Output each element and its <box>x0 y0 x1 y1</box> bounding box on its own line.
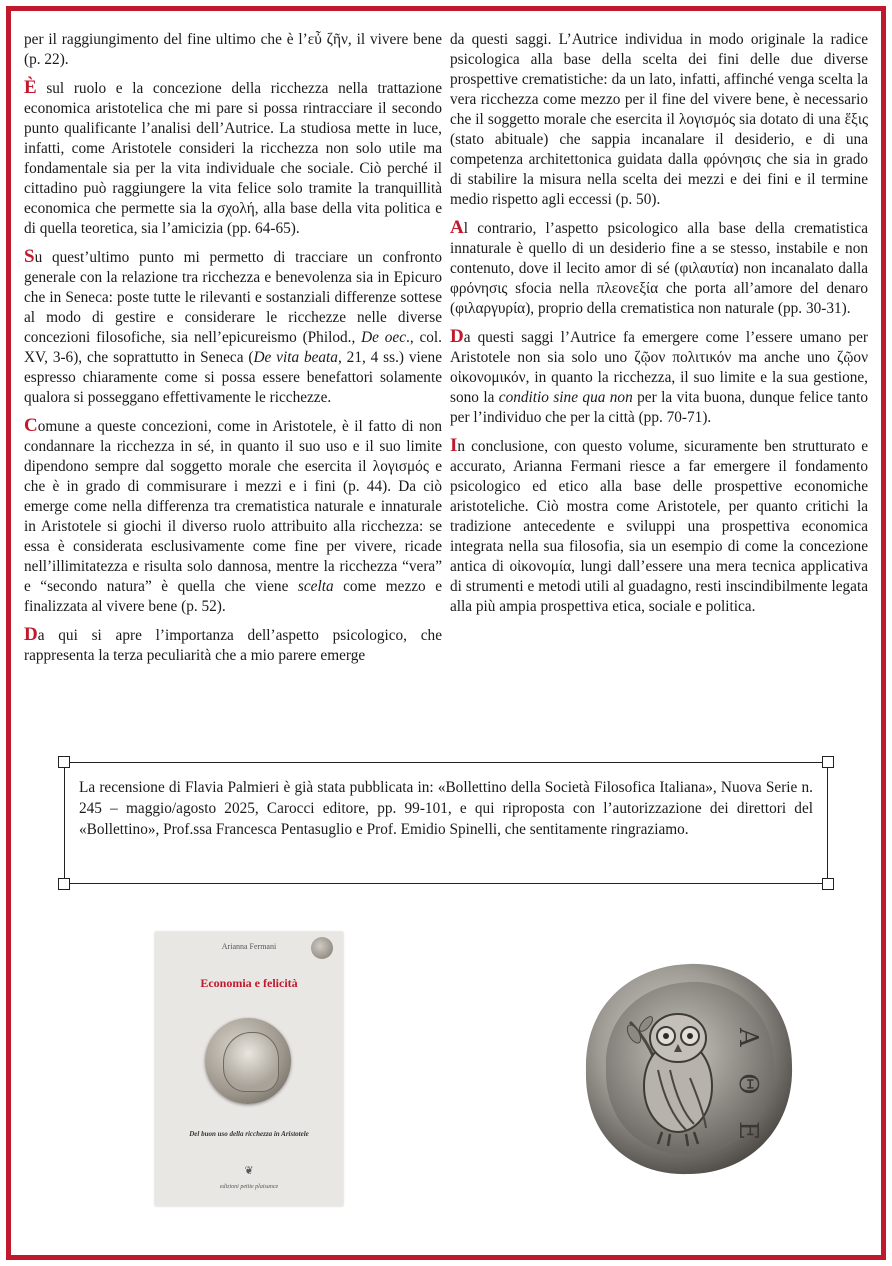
left-column <box>24 30 442 745</box>
corner-ornament <box>58 878 70 890</box>
paragraph-saggi: Da questi saggi l’Autrice fa emergere come l’essere umano per Aristotele non sia solo uno ζῷον πολιτικόν ma anche uno ζῷον οἰκονομικόν, in quanto la ricchezza, il suo limite e la sua gestione, sono la conditio sine qua non per la vita buona, dunque felice tanto per l’individuo che per la città (pp. 70-71). <box>450 326 868 426</box>
owl-coin-image <box>578 958 800 1180</box>
publication-notice-box <box>64 762 828 884</box>
drop-cap: I <box>450 435 458 456</box>
drop-cap: D <box>450 326 464 347</box>
book-title: Economia e felicità <box>200 976 298 990</box>
drop-cap: D <box>24 624 38 645</box>
paragraph-continuation: per il raggiungimento del fine ultimo che è l’εὖ ζῆν, il vivere bene (p. 22). <box>24 31 442 68</box>
corner-ornament <box>58 756 70 768</box>
coin-inscription: ΑΘΕ <box>733 1028 763 1140</box>
small-coin-icon <box>311 937 333 959</box>
right-column <box>450 30 868 745</box>
drop-cap: C <box>24 415 38 436</box>
athena-helmet-icon <box>223 1032 279 1092</box>
book-cover-image <box>155 932 343 1206</box>
paragraph-conclusione: In conclusione, con questo volume, sicuramente ben strutturato e accurato, Arianna Fermani riesce a far emergere il fondamento psicologico ed etico alla base delle prospettive economiche aristoteliche. Ciò mostra come Aristotele, per quanto critichi la tradizione antecedente e sviluppi una prospettiva economica integrata nella sua filosofia, sia un esempio di come la concezione antica di οἰκονομία, lungi dall’essere una mera tecnica applicativa di strumenti e metodi utili al guadagno, resti inscindibilmente legata alla più ampia prospettiva etica, sociale e politica. <box>450 435 868 615</box>
paragraph-radice: da questi saggi. L’Autrice individua in modo originale la radice psicologica alla base della scelta dei fini delle due diverse prospettive crematistiche: da un lato, infatti, affinché venga scelta la vera ricchezza come mezzo per il fine del vivere bene, è necessario che il soggetto morale che esercita il λογισμός sia dotato di una ἕξις (stato abituale) che sappia incanalare il desiderio, e di una competenza architettonica guidata dalla φρόνησις che sia in grado di stabilire la misura nella scelta dei mezzi e dei fini e il termine medio rispetto agli eccessi (p. 50). <box>450 31 868 208</box>
article-columns <box>24 30 868 745</box>
paragraph-comune: Comune a queste concezioni, come in Aristotele, è il fatto di non condannare la ricchezza in sé, in quanto il suo uso e il suo limite dipendono sempre dal soggetto morale che esercita il λογισμός e che è in grado di commisurare i mezzi e i fini (p. 44). Da ciò emerge come nella differenza tra crematistica naturale e innaturale in Aristotele si giochi il diverso ruolo attribuito alla ricchezza: se essa è considerata esclusivamente come fine per vivere, ricade nell’illimitatezza e risulta solo dannosa, mentre la ricchezza “vera” e “secondo natura” è quella che viene scelta come mezzo e finalizzata al vivere bene (p. 52). <box>24 415 442 615</box>
publisher-logo-icon: ❦ <box>244 1165 254 1177</box>
paragraph-ricchezza: È sul ruolo e la concezione della ricchezza nella trattazione economica aristotelica che mi pare si possa rintracciare il secondo punto qualificante l’analisi dell’Autrice. La studiosa mette in luce, infatti, come Aristotele consideri la ricchezza non solo utile ma fondamentale sia per la vita individuale che sociale. Ciò perché il cittadino può raggiungere la vita felice solo tramite la tranquillità economica che permette sia la σχολή, alla base della vita politica e di quella teoretica, sia l’amicizia (pp. 64-65). <box>24 77 442 237</box>
drop-cap: S <box>24 246 35 267</box>
paragraph-confronto: Su quest’ultimo punto mi permetto di tracciare un confronto generale con la relazione tra ricchezza e benevolenza sia in Epicuro che in Seneca: poste tutte le rilevanti e sostanziali differenze sottese al modo di gestire e considerare le ricchezze nelle diverse concezioni filosofiche, sia nell’epicureismo (Philod., De oec., col. XV, 3-6), che soprattutto in Seneca (De vita beata, 21, 4 ss.) viene espresso chiaramente come si possa essere benefattori solamente qualora si posseggano effettivamente le ricchezze. <box>24 246 442 406</box>
corner-ornament <box>822 878 834 890</box>
publication-notice-text: La recensione di Flavia Palmieri è già stata pubblicata in: «Bollettino della Società Filosofica Italiana», Nuova Serie n. 245 – maggio/agosto 2025, Carocci editore, pp. 99-101, e qui riproposta con l’autorizzazione dei direttori del «Bollettino», Prof.ssa Francesca Pentasuglio e Prof. Emidio Spinelli, che sentitamente ringraziamo. <box>79 779 813 838</box>
paragraph-psicologico: Da qui si apre l’importanza dell’aspetto psicologico, che rappresenta la terza peculiarità che a mio parere emerge <box>24 624 442 664</box>
athena-coin-icon <box>205 1018 291 1104</box>
book-publisher: edizioni petite plaisance <box>219 1184 279 1190</box>
book-subtitle: Del buon uso della ricchezza in Aristotele <box>189 1130 309 1138</box>
book-author: Arianna Fermani <box>221 942 277 951</box>
drop-cap: È <box>24 77 37 98</box>
paragraph-contrario: Al contrario, l’aspetto psicologico alla base della crematistica innaturale è quello di un desiderio fine a se stesso, instabile e non contenuto, dove il lecito amor di sé (φιλαυτία) non incanalato dalla φρόνησις sfocia nella πλεονεξία che porta all’amore del denaro (φιλαργυρία), proprio della crematistica non naturale (pp. 30-31). <box>450 217 868 317</box>
drop-cap: A <box>450 217 464 238</box>
corner-ornament <box>822 756 834 768</box>
